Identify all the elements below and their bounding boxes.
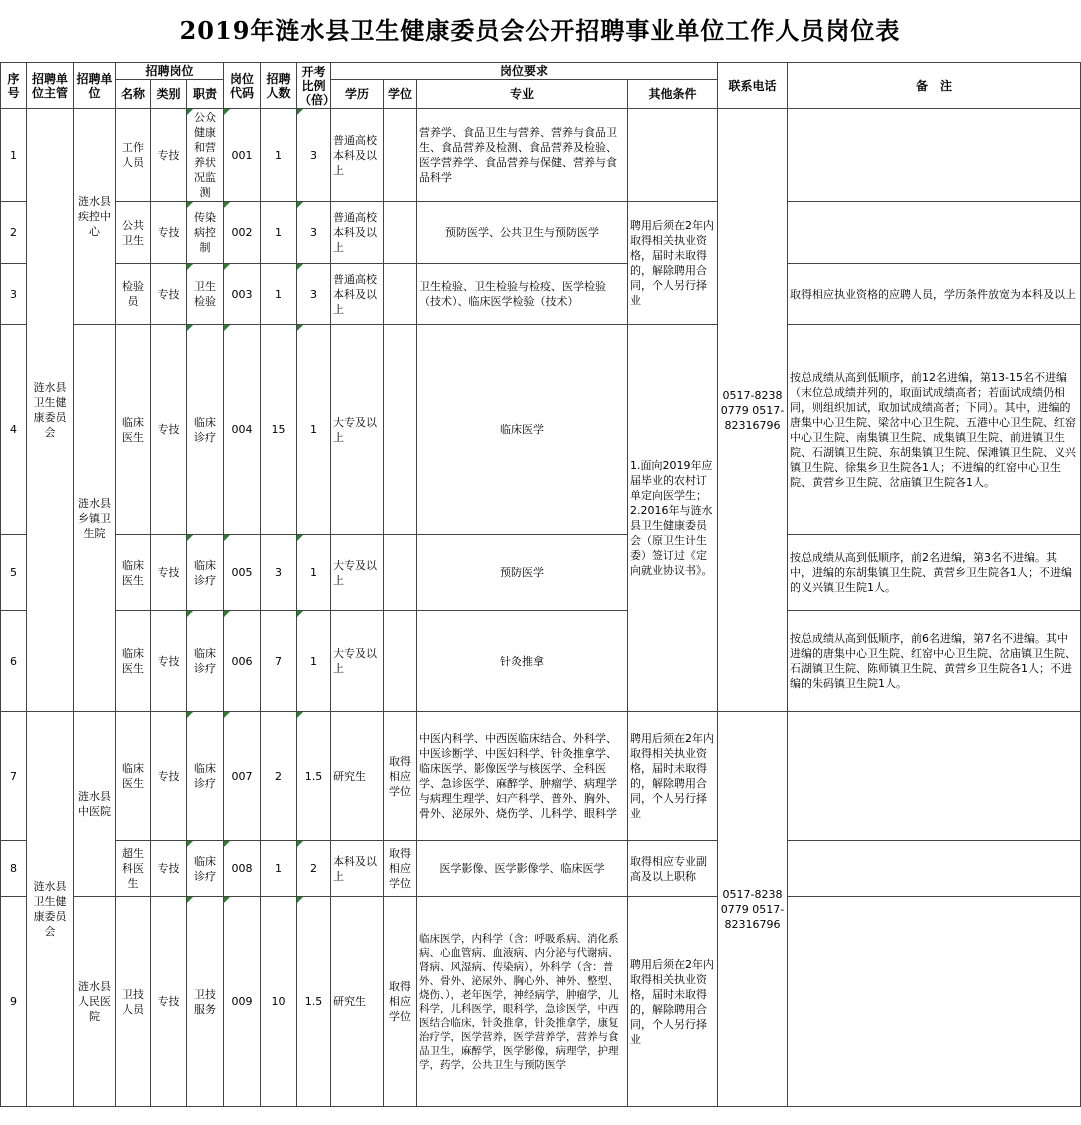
category-cell: 专技 — [151, 712, 187, 841]
degree-cell — [384, 202, 417, 264]
degree-cell: 取得相应学位 — [384, 897, 417, 1107]
code-cell: 007 — [224, 712, 261, 841]
seq-cell: 3 — [1, 264, 27, 325]
major-cell: 营养学、食品卫生与营养、营养与食品卫生、食品营养及检测、食品营养及检验、医学营养学、食品营养与保健、营养与食品科学 — [417, 109, 628, 202]
code-cell: 004 — [224, 325, 261, 535]
count-cell: 3 — [261, 535, 297, 611]
remark-cell — [788, 109, 1081, 202]
name-cell: 临床医生 — [116, 535, 151, 611]
duty-cell: 临床诊疗 — [187, 611, 224, 712]
degree-cell — [384, 264, 417, 325]
name-cell: 公共卫生 — [116, 202, 151, 264]
header-requirements-group: 岗位要求 — [331, 63, 718, 80]
major-cell: 临床医学 — [417, 325, 628, 535]
unit-cell: 涟水县人民医院 — [74, 897, 116, 1107]
seq-cell: 8 — [1, 841, 27, 897]
duty-cell: 卫生检验 — [187, 264, 224, 325]
name-cell: 临床医生 — [116, 712, 151, 841]
recruitment-table — [0, 62, 1081, 1107]
name-cell: 卫技人员 — [116, 897, 151, 1107]
major-cell: 医学影像、医学影像学、临床医学 — [417, 841, 628, 897]
category-cell: 专技 — [151, 841, 187, 897]
education-cell: 普通高校本科及以上 — [331, 264, 384, 325]
ratio-cell: 1 — [297, 535, 331, 611]
other-cell: 聘用后须在2年内取得相关执业资格，届时未取得的，解除聘用合同，个人另行择业 — [628, 202, 718, 325]
code-cell: 006 — [224, 611, 261, 712]
degree-cell — [384, 611, 417, 712]
count-cell: 1 — [261, 202, 297, 264]
header-name: 名称 — [116, 80, 151, 109]
degree-cell: 取得相应学位 — [384, 712, 417, 841]
code-cell: 002 — [224, 202, 261, 264]
code-cell: 005 — [224, 535, 261, 611]
major-cell: 预防医学、公共卫生与预防医学 — [417, 202, 628, 264]
major-cell: 临床医学，内科学（含：呼吸系病、消化系病、心血管病、血液病、内分泌与代谢病、肾病、风湿病、传染病），外科学（含：普外、骨外、泌尿外、胸心外、神外、整型、烧伤、），老年医学，神经病学，肿瘤学，儿科学，儿科医学，眼科学，急诊医学，中西医结合临床，针灸推拿，针灸推拿学，康复治疗学，医学营养，医学营养学，营养与食品卫生，麻醉学，医学影像，病理学，护理学，药学，公共卫生与预防医学 — [417, 897, 628, 1107]
header-degree: 学位 — [384, 80, 417, 109]
table-row — [1, 712, 1081, 841]
education-cell: 本科及以上 — [331, 841, 384, 897]
ratio-cell: 1 — [297, 325, 331, 535]
seq-cell: 9 — [1, 897, 27, 1107]
remark-cell — [788, 897, 1081, 1107]
table-row — [1, 202, 1081, 264]
table-row — [1, 535, 1081, 611]
ratio-cell: 1.5 — [297, 897, 331, 1107]
education-cell: 研究生 — [331, 897, 384, 1107]
other-cell — [628, 109, 718, 202]
remark-cell — [788, 712, 1081, 841]
ratio-cell: 1.5 — [297, 712, 331, 841]
header-ratio: 开考比例（倍） — [297, 63, 331, 109]
table-row — [1, 264, 1081, 325]
remark-cell: 按总成绩从高到低顺序，前2名进编，第3名不进编。其中，进编的东胡集镇卫生院、黄营乡卫生院各1人；不进编的义兴镇卫生院1人。 — [788, 535, 1081, 611]
category-cell: 专技 — [151, 202, 187, 264]
header-remark: 备 注 — [788, 63, 1081, 109]
name-cell: 超生科医生 — [116, 841, 151, 897]
ratio-cell: 1 — [297, 611, 331, 712]
name-cell: 临床医生 — [116, 325, 151, 535]
header-count: 招聘人数 — [261, 63, 297, 109]
name-cell: 临床医生 — [116, 611, 151, 712]
unit-cell: 涟水县中医院 — [74, 712, 116, 897]
category-cell: 专技 — [151, 535, 187, 611]
education-cell: 大专及以上 — [331, 611, 384, 712]
ratio-cell: 3 — [297, 264, 331, 325]
duty-cell: 临床诊疗 — [187, 325, 224, 535]
page-title: 2019年涟水县卫生健康委员会公开招聘事业单位工作人员岗位表 — [179, 16, 901, 45]
duty-cell: 公众健康和营养状况监测 — [187, 109, 224, 202]
table-row — [1, 897, 1081, 1107]
duty-cell: 传染病控制 — [187, 202, 224, 264]
header-other: 其他条件 — [628, 80, 718, 109]
remark-cell — [788, 202, 1081, 264]
remark-cell — [788, 841, 1081, 897]
unit-cell: 涟水县疾控中心 — [74, 109, 116, 325]
other-cell: 取得相应专业副高及以上职称 — [628, 841, 718, 897]
major-cell: 卫生检验、卫生检验与检疫、医学检验（技术）、临床医学检验（技术） — [417, 264, 628, 325]
count-cell: 1 — [261, 109, 297, 202]
count-cell: 15 — [261, 325, 297, 535]
other-cell: 聘用后须在2年内取得相关执业资格，届时未取得的，解除聘用合同，个人另行择业 — [628, 897, 718, 1107]
degree-cell — [384, 325, 417, 535]
header-supervisor: 招聘单位主管 — [27, 63, 74, 109]
table-row — [1, 611, 1081, 712]
seq-cell: 6 — [1, 611, 27, 712]
category-cell: 专技 — [151, 325, 187, 535]
degree-cell — [384, 109, 417, 202]
count-cell: 2 — [261, 712, 297, 841]
code-cell: 003 — [224, 264, 261, 325]
header-category: 类别 — [151, 80, 187, 109]
code-cell: 008 — [224, 841, 261, 897]
education-cell: 普通高校本科及以上 — [331, 202, 384, 264]
education-cell: 研究生 — [331, 712, 384, 841]
major-cell: 针灸推拿 — [417, 611, 628, 712]
name-cell: 工作人员 — [116, 109, 151, 202]
seq-cell: 2 — [1, 202, 27, 264]
name-cell: 检验员 — [116, 264, 151, 325]
header-education: 学历 — [331, 80, 384, 109]
header-position-group: 招聘岗位 — [116, 63, 224, 80]
supervisor-cell: 涟水县卫生健康委员会 — [27, 109, 74, 712]
header-duty: 职责 — [187, 80, 224, 109]
count-cell: 1 — [261, 841, 297, 897]
other-cell: 1.面向2019年应届毕业的农村订单定向医学生； 2.2016年与涟水县卫生健康委员会（原卫生计生委）签订过《定向就业协议书》。 — [628, 325, 718, 712]
code-cell: 009 — [224, 897, 261, 1107]
major-cell: 中医内科学、中西医临床结合、外科学、中医诊断学、中医妇科学、针灸推拿学、临床医学、影像医学与核医学、全科医学、急诊医学、麻醉学、肿瘤学、病理学与病理生理学、妇产科学、普外、胸外、骨外、泌尿外、烧伤学、儿科学、眼科学 — [417, 712, 628, 841]
header-unit: 招聘单位 — [74, 63, 116, 109]
table-row — [1, 325, 1081, 535]
other-cell: 聘用后须在2年内取得相关执业资格，届时未取得的，解除聘用合同，个人另行择业 — [628, 712, 718, 841]
count-cell: 1 — [261, 264, 297, 325]
duty-cell: 临床诊疗 — [187, 841, 224, 897]
code-cell: 001 — [224, 109, 261, 202]
unit-cell: 涟水县乡镇卫生院 — [74, 325, 116, 712]
supervisor-cell: 涟水县卫生健康委员会 — [27, 712, 74, 1107]
category-cell: 专技 — [151, 264, 187, 325]
header-code: 岗位代码 — [224, 63, 261, 109]
header-major: 专业 — [417, 80, 628, 109]
remark-cell: 取得相应执业资格的应聘人员，学历条件放宽为本科及以上 — [788, 264, 1081, 325]
degree-cell — [384, 535, 417, 611]
category-cell: 专技 — [151, 109, 187, 202]
phone-cell: 0517-82380779 0517-82316796 — [718, 109, 788, 712]
remark-cell: 按总成绩从高到低顺序，前12名进编，第13-15名不进编（末位总成绩并列的，取面试成绩高者；若面试成绩仍相同，则组织加试，取加试成绩高者；下同）。其中，进编的唐集中心卫生院、梁岔中心卫生院、五港中心卫生院、红窑中心卫生院、南集镇卫生院、成集镇卫生院、前进镇卫生院、石湖镇卫生院、东胡集镇卫生院、保滩镇卫生院、义兴镇卫生院、徐集乡卫生院各1人；不进编的红窑中心卫生院、黄营乡卫生院、岔庙镇卫生院各1人。 — [788, 325, 1081, 535]
duty-cell: 临床诊疗 — [187, 535, 224, 611]
remark-cell: 按总成绩从高到低顺序，前6名进编，第7名不进编。其中进编的唐集中心卫生院、红窑中心卫生院、岔庙镇卫生院、石湖镇卫生院、陈师镇卫生院、黄营乡卫生院各1人；不进编的朱码镇卫生院1人。 — [788, 611, 1081, 712]
education-cell: 普通高校本科及以上 — [331, 109, 384, 202]
phone-cell: 0517-82380779 0517-82316796 — [718, 712, 788, 1107]
seq-cell: 7 — [1, 712, 27, 841]
seq-cell: 5 — [1, 535, 27, 611]
ratio-cell: 3 — [297, 109, 331, 202]
table-row — [1, 109, 1081, 202]
category-cell: 专技 — [151, 611, 187, 712]
header-phone: 联系电话 — [718, 63, 788, 109]
ratio-cell: 3 — [297, 202, 331, 264]
education-cell: 大专及以上 — [331, 535, 384, 611]
major-cell: 预防医学 — [417, 535, 628, 611]
seq-cell: 1 — [1, 109, 27, 202]
table-row — [1, 841, 1081, 897]
count-cell: 10 — [261, 897, 297, 1107]
category-cell: 专技 — [151, 897, 187, 1107]
duty-cell: 临床诊疗 — [187, 712, 224, 841]
education-cell: 大专及以上 — [331, 325, 384, 535]
seq-cell: 4 — [1, 325, 27, 535]
count-cell: 7 — [261, 611, 297, 712]
header-seq: 序号 — [1, 63, 27, 109]
ratio-cell: 2 — [297, 841, 331, 897]
duty-cell: 卫技服务 — [187, 897, 224, 1107]
degree-cell: 取得相应学位 — [384, 841, 417, 897]
